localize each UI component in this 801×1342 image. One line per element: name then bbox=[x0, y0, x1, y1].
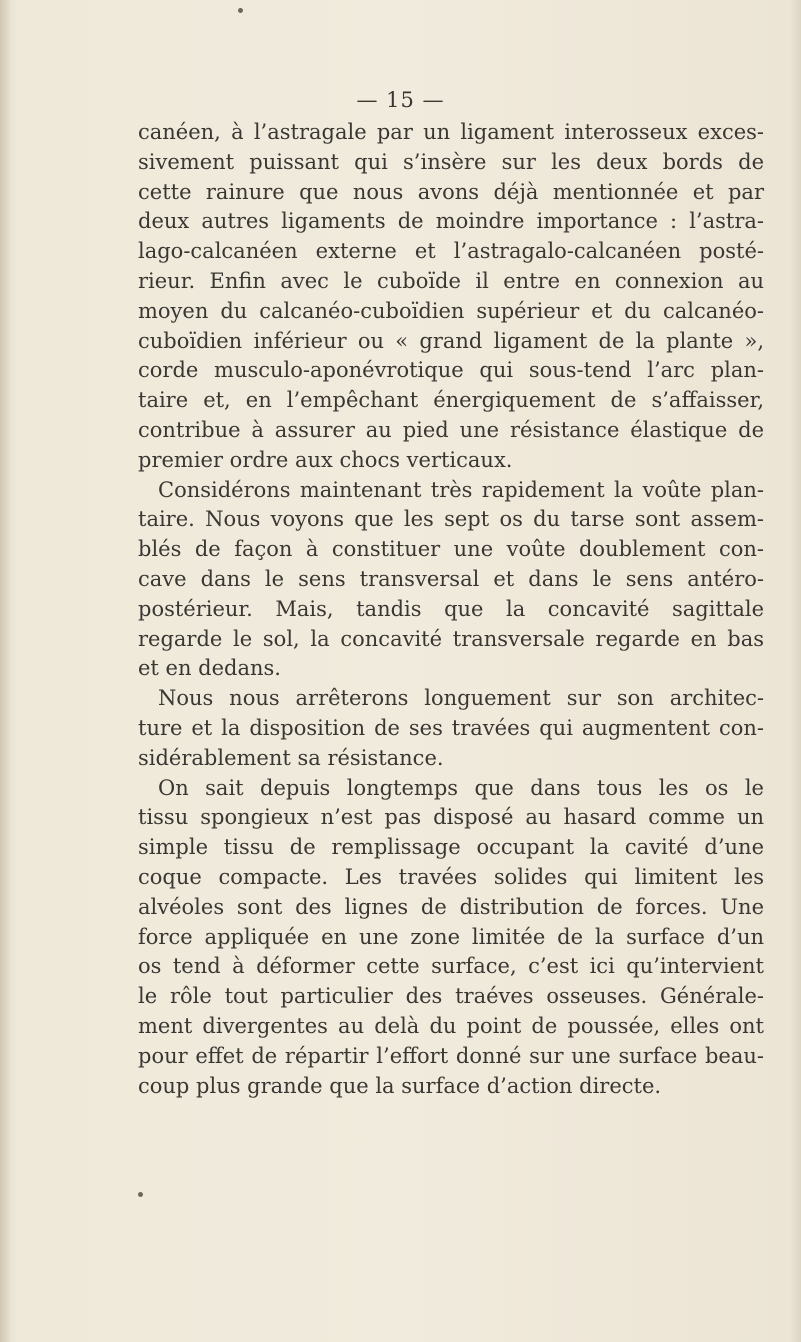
text-line: alvéoles sont des lignes de distribution de forces. Une bbox=[138, 894, 764, 919]
paragraph bbox=[138, 774, 764, 1102]
text-line: regarde le sol, la concavité transversale regarde en bas bbox=[138, 626, 764, 651]
text-line: corde musculo-aponévrotique qui sous-tend l’arc plan- bbox=[138, 358, 764, 383]
ink-speck bbox=[138, 1192, 143, 1197]
text-line: blés de façon à constituer une voûte doublement con- bbox=[138, 537, 764, 562]
text-line: le rôle tout particulier des traéves osseuses. Générale- bbox=[138, 984, 764, 1009]
text-line: os tend à déformer cette surface, c’est ici qu’intervient bbox=[138, 954, 764, 979]
text-line: sivement puissant qui s’insère sur les deux bords de bbox=[138, 149, 764, 174]
ink-speck bbox=[238, 8, 243, 13]
text-line: simple tissu de remplissage occupant la cavité d’une bbox=[138, 835, 764, 860]
paragraph bbox=[138, 684, 764, 773]
text-line: cette rainure que nous avons déjà mentionnée et par bbox=[138, 179, 764, 204]
text-line: cave dans le sens transversal et dans le sens antéro- bbox=[138, 566, 764, 591]
page-edge-shadow bbox=[0, 0, 10, 1342]
text-line: tissu spongieux n’est pas disposé au hasard comme un bbox=[138, 805, 764, 830]
text-line: lago-calcanéen externe et l’astragalo-calcanéen posté- bbox=[138, 239, 764, 264]
text-line: et en dedans. bbox=[138, 656, 281, 681]
text-line: ment divergentes au delà du point de poussée, elles ont bbox=[138, 1013, 764, 1038]
text-line: postérieur. Mais, tandis que la concavité sagittale bbox=[138, 596, 764, 621]
text-line: coup plus grande que la surface d’action directe. bbox=[138, 1073, 662, 1098]
text-line: Considérons maintenant très rapidement la voûte plan- bbox=[158, 477, 764, 502]
text-line: coque compacte. Les travées solides qui limitent les bbox=[138, 864, 764, 889]
text-line: premier ordre aux chocs verticaux. bbox=[138, 447, 513, 472]
text-line: force appliquée en une zone limitée de la surface d’un bbox=[138, 924, 764, 949]
text-line: On sait depuis longtemps que dans tous les os le bbox=[158, 775, 764, 800]
text-line: ture et la disposition de ses travées qui augmentent con- bbox=[138, 715, 764, 740]
page-number: — 15 — bbox=[356, 88, 445, 112]
text-line: contribue à assurer au pied une résistance élastique de bbox=[138, 417, 764, 442]
paragraph bbox=[138, 476, 764, 685]
text-line: pour effet de répartir l’effort donné sur une surface beau- bbox=[138, 1043, 764, 1068]
text-line: Nous nous arrêterons longuement sur son architec- bbox=[158, 686, 764, 711]
paragraph bbox=[138, 118, 764, 476]
text-line: cuboïdien inférieur ou « grand ligament de la plante », bbox=[138, 328, 764, 353]
text-line: deux autres ligaments de moindre importance : l’astra- bbox=[138, 209, 764, 234]
text-line: rieur. Enfin avec le cuboïde il entre en connexion au bbox=[138, 268, 764, 293]
text-line: taire. Nous voyons que les sept os du tarse sont assem- bbox=[138, 507, 764, 532]
text-line: sidérablement sa résistance. bbox=[138, 745, 444, 770]
text-line: moyen du calcanéo-cuboïdien supérieur et du calcanéo- bbox=[138, 298, 764, 323]
text-line: canéen, à l’astragale par un ligament interosseux exces- bbox=[138, 120, 764, 144]
body-text bbox=[138, 118, 764, 1101]
text-line: taire et, en l’empêchant énergiquement de s’affaisser, bbox=[138, 388, 764, 413]
